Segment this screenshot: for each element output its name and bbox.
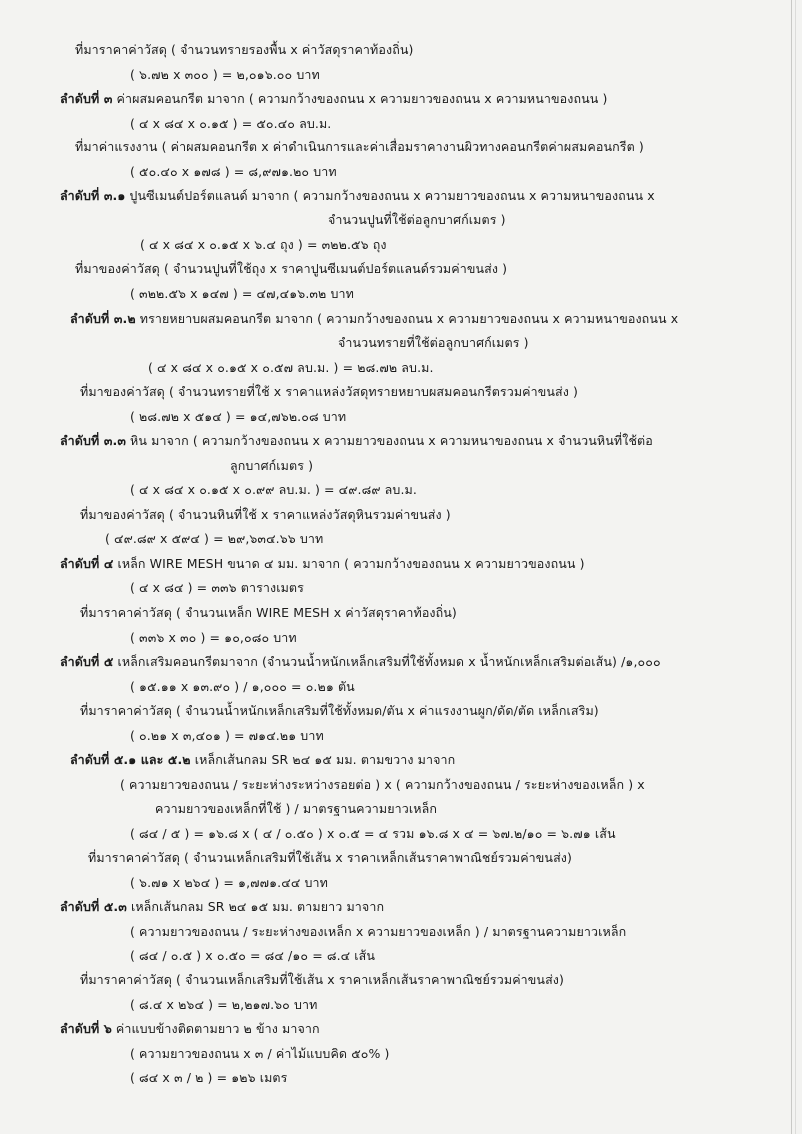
document-line: [60, 91, 607, 107]
line-text: ( ๒๘.๗๒ x ๕๑๔ ) = ๑๔,๗๖๒.๐๘ บาท: [130, 409, 347, 424]
item-number-label: ลำดับที่ ๓.๑: [60, 188, 126, 203]
document-line: [80, 605, 457, 621]
item-number-label: ลำดับที่ ๕.๓: [60, 899, 127, 914]
line-text: ( ๓๓๖ x ๓๐ ) = ๑๐,๐๘๐ บาท: [130, 630, 297, 645]
document-line: [75, 139, 644, 155]
line-text: เหล็ก WIRE MESH ขนาด ๔ มม. มาจาก ( ความกว้างของถนน x ความยาวของถนน ): [113, 556, 585, 571]
line-text: ที่มาของค่าวัสดุ ( จำนวนทรายที่ใช้ x ราคาแหล่งวัสดุทรายหยาบผสมคอนกรีตรวมค่าขนส่ง ): [80, 384, 579, 399]
line-text: ( ๘.๔ x ๒๖๔ ) = ๒,๒๑๗.๖๐ บาท: [130, 997, 318, 1012]
document-line: [75, 261, 507, 277]
document-line: [130, 482, 417, 498]
line-text: ( ๘๔ / ๐.๕ ) x ๐.๕๐ = ๘๔ /๑๐ = ๘.๔ เส้น: [130, 948, 376, 963]
item-number-label: ลำดับที่ ๖: [60, 1021, 112, 1036]
document-line: [75, 42, 414, 58]
line-text: ( ๔ x ๘๔ x ๐.๑๕ x ๐.๙๙ ลบ.ม. ) = ๔๙.๘๙ ลบ.ม.: [130, 482, 417, 497]
document-line: [80, 507, 451, 523]
line-text: ( ๔ x ๘๔ ) = ๓๓๖ ตารางเมตร: [130, 580, 304, 595]
line-text: หิน มาจาก ( ความกว้างของถนน x ความยาวของถนน x ความหนาของถนน x จำนวนหินที่ใช้ต่อ: [125, 433, 653, 448]
scan-edge-line-faint: [795, 0, 796, 1134]
document-line: [328, 212, 506, 228]
document-line: [130, 728, 324, 744]
line-text: ( ๓๒๒.๕๖ x ๑๔๗ ) = ๔๗,๔๑๖.๓๒ บาท: [130, 286, 354, 301]
line-text: ( ๘๔ / ๕ ) = ๑๖.๘ x ( ๔ / ๐.๕๐ ) x ๐.๕ = ๔ รวม ๑๖.๘ x ๔ = ๖๗.๒/๑๐ = ๖.๗๑ เส้น: [130, 826, 616, 841]
document-line: [60, 188, 655, 204]
document-line: [130, 826, 616, 842]
line-text: เหล็กเส้นกลม SR ๒๔ ๑๕ มม. ตามขวาง มาจาก: [190, 752, 456, 767]
document-line: [60, 654, 661, 670]
document-line: [70, 752, 455, 768]
document-line: [60, 556, 585, 572]
document-line: [88, 850, 572, 866]
document-line: [80, 703, 599, 719]
document-line: [130, 286, 354, 302]
line-text: ที่มาของค่าวัสดุ ( จำนวนหินที่ใช้ x ราคาแหล่งวัสดุหินรวมค่าขนส่ง ): [80, 507, 451, 522]
document-line: [130, 1070, 287, 1086]
line-text: ปูนซีเมนต์ปอร์ตแลนด์ มาจาก ( ความกว้างของถนน x ความยาวของถนน x ความหนาของถนน x: [125, 188, 655, 203]
line-text: ( ๖.๗๑ x ๒๖๔ ) = ๑,๗๗๑.๔๔ บาท: [130, 875, 328, 890]
document-line: [130, 164, 337, 180]
line-text: จำนวนปูนที่ใช้ต่อลูกบาศก์เมตร ): [328, 212, 506, 227]
document-line: [60, 899, 384, 915]
document-line: [338, 335, 529, 351]
line-text: ( ความยาวของถนน x ๓ / ค่าไม้แบบคิด ๕๐% ): [130, 1046, 390, 1061]
document-line: [105, 531, 323, 547]
document-line: [140, 237, 387, 253]
line-text: ทรายหยาบผสมคอนกรีต มาจาก ( ความกว้างของถนน x ความยาวของถนน x ความหนาของถนน x: [135, 311, 679, 326]
line-text: ลูกบาศก์เมตร ): [230, 458, 314, 473]
item-number-label: ลำดับที่ ๕: [60, 654, 114, 669]
document-line: [120, 777, 645, 793]
line-text: ( ๕๐.๔๐ x ๑๗๘ ) = ๘,๙๗๑.๒๐ บาท: [130, 164, 337, 179]
line-text: จำนวนทรายที่ใช้ต่อลูกบาศก์เมตร ): [338, 335, 529, 350]
document-line: [230, 458, 313, 474]
document-line: [148, 360, 434, 376]
line-text: ที่มาราคาค่าวัสดุ ( จำนวนเหล็กเสริมที่ใช้เส้น x ราคาเหล็กเส้นราคาพาณิชย์รวมค่าขนส่ง): [80, 972, 564, 987]
line-text: ที่มาของค่าวัสดุ ( จำนวนปูนที่ใช้ถุง x ราคาปูนซีเมนต์ปอร์ตแลนด์รวมค่าขนส่ง ): [75, 261, 508, 276]
line-text: ( ๑๕.๑๑ x ๑๓.๙๐ ) / ๑,๐๐๐ = ๐.๒๑ ตัน: [130, 679, 355, 694]
document-line: [130, 679, 355, 695]
line-text: ค่าผสมคอนกรีต มาจาก ( ความกว้างของถนน x ความยาวของถนน x ความหนาของถนน ): [112, 91, 608, 106]
line-text: ( ๔ x ๘๔ x ๐.๑๕ x ๖.๔ ถุง ) = ๓๒๒.๕๖ ถุง: [140, 237, 387, 252]
line-text: ( ความยาวของถนน / ระยะห่างระหว่างรอยต่อ ) x ( ความกว้างของถนน / ระยะห่างของเหล็ก ) x: [120, 777, 645, 792]
document-line: [130, 116, 331, 132]
document-line: [70, 311, 678, 327]
line-text: ค่าแบบข้างติดตามยาว ๒ ข้าง มาจาก: [111, 1021, 320, 1036]
line-text: เหล็กเส้นกลม SR ๒๔ ๑๕ มม. ตามยาว มาจาก: [126, 899, 385, 914]
line-text: ที่มาราคาค่าวัสดุ ( จำนวนน้ำหนักเหล็กเสริมที่ใช้ทั้งหมด/ตัน x ค่าแรงงานผูก/ดัด/ตัด เหล็กเสริม): [80, 703, 599, 718]
line-text: ( ความยาวของถนน / ระยะห่างของเหล็ก x ความยาวของเหล็ก ) / มาตรฐานความยาวเหล็ก: [130, 924, 627, 939]
document-line: [130, 948, 375, 964]
item-number-label: ลำดับที่ ๓: [60, 91, 113, 106]
line-text: ( ๐.๒๑ x ๓,๔๐๑ ) = ๗๑๔.๒๑ บาท: [130, 728, 324, 743]
document-line: [80, 384, 578, 400]
item-number-label: ลำดับที่ ๔: [60, 556, 114, 571]
line-text: ( ๔ x ๘๔ x ๐.๑๕ x ๐.๕๗ ลบ.ม. ) = ๒๘.๗๒ ลบ.ม.: [148, 360, 434, 375]
document-line: [60, 1021, 320, 1037]
document-line: [130, 67, 320, 83]
line-text: ที่มาราคาค่าวัสดุ ( จำนวนเหล็ก WIRE MESH x ค่าวัสดุราคาท้องถิ่น): [80, 605, 457, 620]
document-line: [80, 972, 564, 988]
document-line: [130, 997, 317, 1013]
scan-edge-line: [791, 0, 792, 1134]
document-line: [130, 580, 304, 596]
document-line: [60, 433, 653, 449]
item-number-label: ลำดับที่ ๓.๓: [60, 433, 126, 448]
line-text: ที่มาค่าแรงงาน ( ค่าผสมคอนกรีต x ค่าดำเนินการและค่าเสื่อมราคางานผิวทางคอนกรีตค่าผสมคอนกรีต ): [75, 139, 644, 154]
line-text: เหล็กเสริมคอนกรีตมาจาก (จำนวนน้ำหนักเหล็กเสริมที่ใช้ทั้งหมด x น้ำหนักเหล็กเสริมต่อเส้น) /๑,๐๐๐: [113, 654, 661, 669]
line-text: ความยาวของเหล็กที่ใช้ ) / มาตรฐานความยาวเหล็ก: [155, 801, 438, 816]
line-text: ( ๔ x ๘๔ x ๐.๑๕ ) = ๕๐.๔๐ ลบ.ม.: [130, 116, 332, 131]
document-line: [130, 630, 297, 646]
line-text: ที่มาราคาค่าวัสดุ ( จำนวนทรายรองพื้น x ค่าวัสดุราคาท้องถิ่น): [75, 42, 414, 57]
line-text: ( ๖.๗๒ x ๓๐๐ ) = ๒,๐๑๖.๐๐ บาท: [130, 67, 320, 82]
document-line: [130, 1046, 390, 1062]
document-line: [155, 801, 437, 817]
line-text: ที่มาราคาค่าวัสดุ ( จำนวนเหล็กเสริมที่ใช้เส้น x ราคาเหล็กเส้นราคาพาณิชย์รวมค่าขนส่ง): [88, 850, 572, 865]
line-text: ( ๔๙.๘๙ x ๕๙๔ ) = ๒๙,๖๓๔.๖๖ บาท: [105, 531, 324, 546]
item-number-label: ลำดับที่ ๕.๑ และ ๕.๒: [70, 752, 191, 767]
document-line: [130, 409, 346, 425]
line-text: ( ๘๔ x ๓ / ๒ ) = ๑๒๖ เมตร: [130, 1070, 288, 1085]
item-number-label: ลำดับที่ ๓.๒: [70, 311, 136, 326]
document-line: [130, 875, 328, 891]
document-line: [130, 924, 626, 940]
